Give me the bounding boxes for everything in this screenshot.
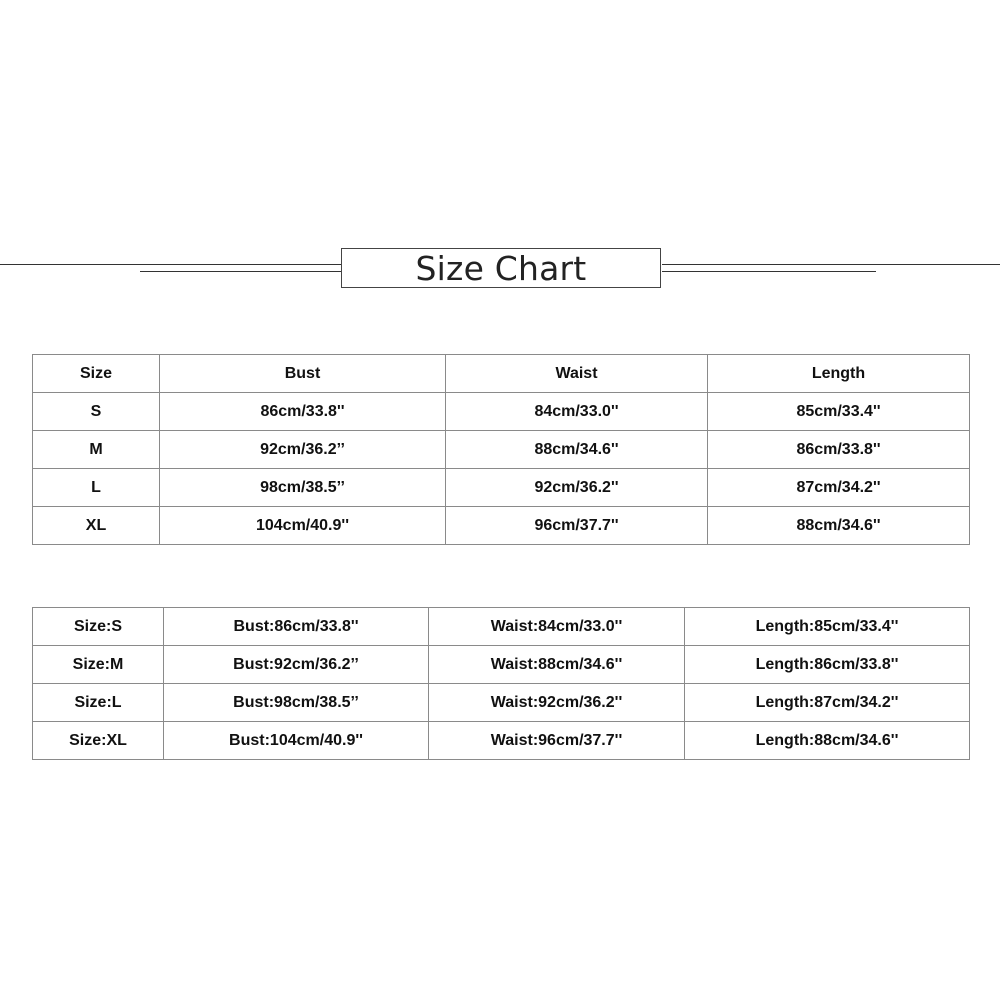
header-length: Length	[708, 355, 970, 393]
table-row	[33, 393, 970, 431]
cell-size: M	[33, 431, 160, 469]
cell-waist: 88cm/34.6''	[446, 431, 708, 469]
cell-bust: Bust:86cm/33.8''	[164, 608, 429, 646]
cell-bust: 92cm/36.2’’	[160, 431, 446, 469]
cell-bust: Bust:104cm/40.9''	[164, 722, 429, 760]
cell-size: Size:M	[33, 646, 164, 684]
table-row	[33, 646, 970, 684]
table-row	[33, 469, 970, 507]
table-row	[33, 684, 970, 722]
cell-bust: 104cm/40.9''	[160, 507, 446, 545]
title-banner	[341, 248, 661, 288]
header-size: Size	[33, 355, 160, 393]
title-divider-right	[662, 264, 1000, 265]
cell-waist: 92cm/36.2''	[446, 469, 708, 507]
cell-waist: Waist:88cm/34.6''	[429, 646, 685, 684]
table-row	[33, 608, 970, 646]
table-row	[33, 507, 970, 545]
cell-size: Size:XL	[33, 722, 164, 760]
cell-bust: Bust:98cm/38.5’’	[164, 684, 429, 722]
cell-size: XL	[33, 507, 160, 545]
cell-length: Length:87cm/34.2''	[685, 684, 970, 722]
table-header-row	[33, 355, 970, 393]
cell-waist: 96cm/37.7''	[446, 507, 708, 545]
cell-waist: Waist:96cm/37.7''	[429, 722, 685, 760]
cell-size: L	[33, 469, 160, 507]
cell-bust: 86cm/33.8''	[160, 393, 446, 431]
cell-size: Size:L	[33, 684, 164, 722]
size-table-labeled	[32, 607, 970, 760]
table-row	[33, 722, 970, 760]
table-row	[33, 431, 970, 469]
title-divider-right-inner	[662, 271, 876, 272]
title-divider-left-inner	[140, 271, 342, 272]
header-bust: Bust	[160, 355, 446, 393]
cell-length: 86cm/33.8''	[708, 431, 970, 469]
cell-length: 88cm/34.6''	[708, 507, 970, 545]
cell-waist: Waist:84cm/33.0''	[429, 608, 685, 646]
page-title: Size Chart	[415, 248, 587, 288]
cell-length: 87cm/34.2''	[708, 469, 970, 507]
cell-length: 85cm/33.4''	[708, 393, 970, 431]
cell-size: S	[33, 393, 160, 431]
cell-length: Length:85cm/33.4''	[685, 608, 970, 646]
title-divider-left	[0, 264, 342, 265]
cell-size: Size:S	[33, 608, 164, 646]
cell-length: Length:86cm/33.8''	[685, 646, 970, 684]
cell-bust: Bust:92cm/36.2’’	[164, 646, 429, 684]
header-waist: Waist	[446, 355, 708, 393]
cell-length: Length:88cm/34.6''	[685, 722, 970, 760]
cell-waist: 84cm/33.0''	[446, 393, 708, 431]
size-table-compact	[32, 354, 970, 545]
cell-waist: Waist:92cm/36.2''	[429, 684, 685, 722]
cell-bust: 98cm/38.5’’	[160, 469, 446, 507]
